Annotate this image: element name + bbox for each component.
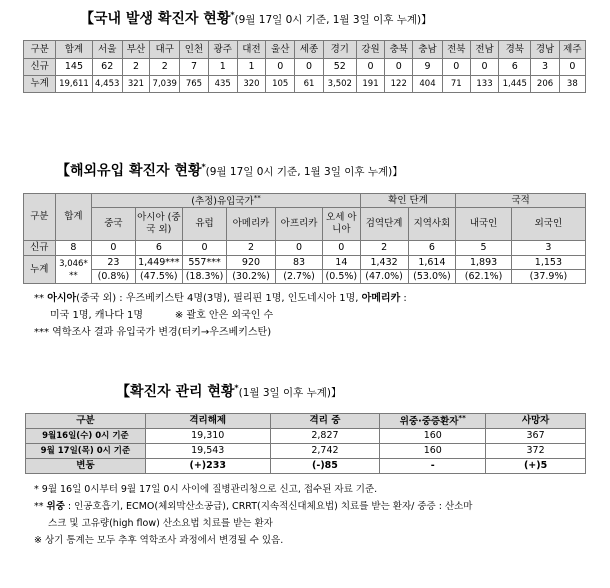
col-header-oceania: 오세 아니아	[322, 208, 360, 241]
table-cell: 145	[56, 59, 92, 76]
table-cell: 0	[322, 241, 360, 256]
table-cell: 2	[122, 59, 149, 76]
table-cell: 160	[380, 444, 486, 459]
table-cell: 2	[150, 59, 180, 76]
col-header: 세종	[295, 41, 323, 59]
table-cell: 2,742	[270, 444, 380, 459]
table-cell: 1,614	[408, 256, 456, 270]
domestic-header-row	[24, 41, 586, 59]
overseas-title	[56, 160, 403, 180]
table-cell: (47.0%)	[360, 270, 408, 284]
table-cell: 83	[276, 256, 323, 270]
table-cell: 0	[470, 59, 498, 76]
table-cell: 765	[180, 76, 208, 93]
table-cell: (47.5%)	[135, 270, 183, 284]
overseas-note-2: 미국 1명, 캐나다 1명 ※ 괄호 안은 외국인 수	[50, 310, 274, 321]
management-notes	[34, 481, 472, 549]
table-cell: (+)233	[145, 459, 270, 474]
table-cell: 23	[92, 256, 135, 270]
management-title	[116, 381, 342, 401]
table-cell: 14	[322, 256, 360, 270]
table-cell: 0	[92, 241, 135, 256]
table-cell: 920	[226, 256, 275, 270]
row-label: 신규	[24, 59, 56, 76]
table-cell: 2	[226, 241, 275, 256]
table-cell: 7,039	[150, 76, 180, 93]
overseas-title-text: 【해외유입 확진자 현황	[56, 163, 202, 179]
table-cell: 1	[237, 59, 265, 76]
table-cell: -	[380, 459, 486, 474]
table-cell: 372	[486, 444, 586, 459]
table-cell: 1,449***	[135, 256, 183, 270]
table-cell: 1,153	[511, 256, 585, 270]
management-note-3: 스크 및 고유량(high flow) 산소요법 치료를 받는 환자	[48, 518, 273, 529]
col-header: 광주	[208, 41, 237, 59]
overseas-header-row-1	[24, 194, 586, 208]
table-cell: 7	[180, 59, 208, 76]
note-prefix: **	[34, 501, 47, 512]
overseas-note-3: *** 역학조사 결과 유입국가 변경(터키→우즈베키스탄)	[34, 327, 272, 338]
table-cell: 1,432	[360, 256, 408, 270]
table-cell: 0	[356, 59, 384, 76]
domestic-title-star: *	[230, 10, 235, 20]
table-cell: 2	[360, 241, 408, 256]
table-cell: 9	[413, 59, 442, 76]
table-cell: 321	[122, 76, 149, 93]
management-note-1: * 9월 16일 0시부터 9월 17일 0시 사이에 질병관리청으로 신고, 접수된 자료 기준.	[34, 484, 378, 495]
table-cell: 435	[208, 76, 237, 93]
table-cell: 8	[55, 241, 92, 256]
management-header-row	[26, 414, 586, 429]
col-header: 울산	[266, 41, 295, 59]
table-cell: 367	[486, 429, 586, 444]
severe-label: 위중·중증환자	[399, 416, 459, 428]
table-cell: 1,445	[499, 76, 531, 93]
table-cell: (30.2%)	[226, 270, 275, 284]
table-cell: 0	[442, 59, 470, 76]
table-cell: 0	[295, 59, 323, 76]
table-cell: 19,611	[56, 76, 92, 93]
overseas-cumulative-row	[24, 256, 586, 270]
note-text: : 인공호흡기, ECMO(체외막산소공급), CRRT(지속적신대체요법) 치료를 받는 환자/ 중증 : 산소마	[64, 501, 473, 512]
table-cell: 105	[266, 76, 295, 93]
management-title-text: 【확진자 관리 현황	[116, 384, 235, 400]
note-prefix: **	[34, 293, 48, 304]
overseas-note-1	[34, 290, 407, 307]
col-header: 강원	[356, 41, 384, 59]
table-cell: 6	[499, 59, 531, 76]
table-cell: 0	[276, 241, 323, 256]
table-cell: 5	[456, 241, 511, 256]
col-header: 경남	[531, 41, 559, 59]
origin-group-star: **	[253, 193, 261, 202]
overseas-notes	[34, 290, 407, 341]
col-header-category: 구분	[24, 194, 56, 241]
management-note-2	[34, 498, 472, 515]
table-cell: 19,543	[145, 444, 270, 459]
col-header-china: 중국	[92, 208, 135, 241]
col-header-severe	[380, 414, 486, 429]
management-note-4: ※ 상기 통계는 모두 추후 역학조사 과정에서 변경될 수 있음.	[34, 535, 284, 546]
table-cell: 191	[356, 76, 384, 93]
table-cell: (37.9%)	[511, 270, 585, 284]
management-change-row	[26, 459, 586, 474]
domestic-new-row	[24, 59, 586, 76]
col-header: 구분	[26, 414, 146, 429]
row-label: 누계	[24, 76, 56, 93]
overseas-table	[23, 193, 586, 284]
note-text: :	[400, 293, 407, 304]
table-cell: 6	[408, 241, 456, 256]
table-cell: (-)85	[270, 459, 380, 474]
table-cell: 122	[385, 76, 413, 93]
table-cell: 52	[323, 59, 356, 76]
row-label: 누계	[24, 256, 56, 284]
domestic-table	[23, 40, 586, 93]
col-header: 인천	[180, 41, 208, 59]
note-bold-america: 아메리카	[361, 293, 401, 304]
management-title-star: *	[234, 383, 239, 393]
col-header: 합계	[56, 41, 92, 59]
domestic-title-note: (9월 17일 0시 기준, 1월 3일 이후 누계)】	[234, 14, 432, 26]
table-cell: 320	[237, 76, 265, 93]
cumulative-total: 3,046*	[59, 258, 88, 269]
col-header: 대구	[150, 41, 180, 59]
col-header-korean: 내국인	[456, 208, 511, 241]
cumulative-total-star: **	[69, 270, 78, 281]
row-label: 신규	[24, 241, 56, 256]
col-header: 대전	[237, 41, 265, 59]
table-cell: (62.1%)	[456, 270, 511, 284]
col-header: 제주	[559, 41, 585, 59]
table-cell: 4,453	[92, 76, 122, 93]
col-header-nation-group: 국적	[456, 194, 586, 208]
domestic-title-text: 【국내 발생 확진자 현황	[80, 11, 231, 27]
col-header: 전남	[470, 41, 498, 59]
overseas-header-row-2	[24, 208, 586, 241]
table-cell: 3	[511, 241, 585, 256]
col-header: 부산	[122, 41, 149, 59]
overseas-new-row	[24, 241, 586, 256]
col-header-quarantine: 검역단계	[360, 208, 408, 241]
severe-star: **	[458, 414, 466, 423]
table-cell: (18.3%)	[183, 270, 227, 284]
table-cell: 71	[442, 76, 470, 93]
management-row-0917	[26, 444, 586, 459]
overseas-title-star: *	[201, 162, 206, 172]
col-header: 경기	[323, 41, 356, 59]
table-cell: 1,893	[456, 256, 511, 270]
col-header: 경북	[499, 41, 531, 59]
col-header-asia: 아시아 (중국 외)	[135, 208, 183, 241]
table-cell: (0.5%)	[322, 270, 360, 284]
domestic-cumulative-row	[24, 76, 586, 93]
table-cell: 3,502	[323, 76, 356, 93]
col-header-origin-group	[92, 194, 360, 208]
table-cell: 3	[531, 59, 559, 76]
table-cell: 0	[385, 59, 413, 76]
row-label: 9월16일(수) 0시 기준	[26, 429, 146, 444]
table-cell: 0	[559, 59, 585, 76]
table-cell: 38	[559, 76, 585, 93]
note-bold-critical: 위중	[46, 501, 65, 512]
col-header: 격리해제	[145, 414, 270, 429]
col-header-foreigner: 외국인	[511, 208, 585, 241]
col-header: 충남	[413, 41, 442, 59]
table-cell: 19,310	[145, 429, 270, 444]
overseas-title-note: (9월 17일 0시 기준, 1월 3일 이후 누계)】	[205, 166, 403, 178]
row-label: 9월 17일(목) 0시 기준	[26, 444, 146, 459]
col-header: 전북	[442, 41, 470, 59]
table-cell: 1	[208, 59, 237, 76]
table-cell: 61	[295, 76, 323, 93]
table-cell: 133	[470, 76, 498, 93]
col-header: 서울	[92, 41, 122, 59]
note-text: (중국 외) : 우즈베키스탄 4명(3명), 필리핀 1명, 인도네시아 1명,	[76, 293, 362, 304]
origin-group-label: (추정)유입국가	[191, 195, 254, 207]
col-header: 충북	[385, 41, 413, 59]
domestic-title	[80, 8, 432, 28]
management-row-0916	[26, 429, 586, 444]
cumulative-total-cell	[55, 256, 92, 284]
row-label: 변동	[26, 459, 146, 474]
overseas-percent-row	[24, 270, 586, 284]
col-header: 구분	[24, 41, 56, 59]
col-header-community: 지역사회	[408, 208, 456, 241]
table-cell: 557***	[183, 256, 227, 270]
table-cell: 160	[380, 429, 486, 444]
col-header-africa: 아프리카	[276, 208, 323, 241]
table-cell: 2,827	[270, 429, 380, 444]
col-header: 격리 중	[270, 414, 380, 429]
table-cell: (0.8%)	[92, 270, 135, 284]
table-cell: (2.7%)	[276, 270, 323, 284]
table-cell: 62	[92, 59, 122, 76]
col-header-america: 아메리카	[226, 208, 275, 241]
table-cell: 6	[135, 241, 183, 256]
col-header-check-group: 확인 단계	[360, 194, 456, 208]
table-cell: 0	[266, 59, 295, 76]
col-header-total: 합계	[55, 194, 92, 241]
table-cell: 404	[413, 76, 442, 93]
table-cell: (53.0%)	[408, 270, 456, 284]
note-bold-asia: 아시아	[47, 293, 77, 304]
col-header: 사망자	[486, 414, 586, 429]
table-cell: (+)5	[486, 459, 586, 474]
table-cell: 206	[531, 76, 559, 93]
table-cell: 0	[183, 241, 227, 256]
management-table	[25, 413, 586, 474]
col-header-europe: 유럽	[183, 208, 227, 241]
management-title-note: (1월 3일 이후 누계)】	[238, 387, 342, 399]
